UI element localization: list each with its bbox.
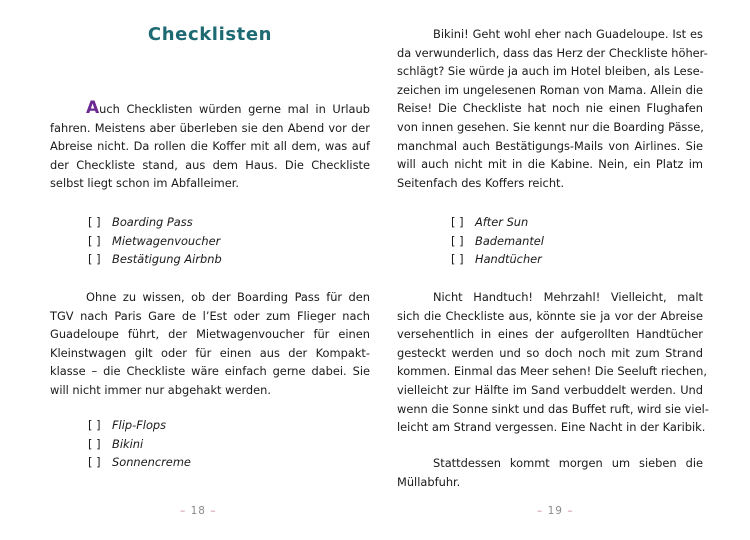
- checklist-2: [88, 416, 191, 472]
- paragraph-line: will nicht immer nur abgehakt werden.: [50, 382, 272, 397]
- drop-cap: A: [86, 98, 100, 118]
- left-page: [50, 0, 370, 540]
- paragraph-line: Stattdessen kommt morgen um sieben die: [433, 456, 703, 470]
- checklist-item-label: Bestätigung Airbnb: [112, 252, 222, 267]
- paragraph-line: der Checkliste stand, aus dem Haus. Die Checkliste: [50, 157, 370, 172]
- paragraph-line: versehentlich in eines der aufgerollten Handtücher: [397, 327, 703, 342]
- paragraph-line: vielleicht zur Hälfte im Sand verbuddelt werden. Und: [397, 382, 703, 397]
- paragraph-line: klasse – die Checkliste wäre einfach gerne dabei. Sie: [50, 364, 370, 379]
- checklist-item: [88, 232, 222, 251]
- checkbox-brackets: [ ]: [451, 252, 464, 267]
- checklist-item-label: Mietwagenvoucher: [112, 233, 221, 248]
- left-paragraph-1: [50, 100, 370, 193]
- paragraph-line: Reise! Die Checkliste hat noch nie einen Flughafen: [397, 101, 703, 116]
- page-number-dash: –: [537, 505, 544, 517]
- checklist-item: [88, 250, 222, 269]
- paragraph-line: TGV nach Paris Gare de l’Est oder zum Flieger nach: [50, 308, 370, 323]
- paragraph-line: Seitenfach des Koffers reicht.: [397, 175, 565, 190]
- checkbox-brackets: [ ]: [451, 233, 464, 248]
- paragraph-line: will auch nicht mit in die Kabine. Nein, ein Platz im: [397, 157, 703, 172]
- paragraph-line: wenn die Sonne sinkt und das Buffet ruft, wird sie viel-: [397, 401, 709, 416]
- checklist-item: [88, 435, 191, 454]
- page-number-dash: –: [210, 505, 217, 517]
- paragraph-line: da verwunderlich, dass das Herz der Checkliste höher-: [397, 45, 708, 60]
- paragraph-line: Kleinstwagen gilt oder für einen aus der Kompakt-: [50, 345, 370, 360]
- checklist-item: [451, 213, 544, 232]
- paragraph-line: Abreise nicht. Da rollen die Koffer mit all dem, was auf: [50, 139, 370, 154]
- paragraph-line: fahren. Meistens aber überleben sie den Abend vor der: [50, 120, 370, 135]
- checklist-item-label: Bademantel: [475, 233, 544, 248]
- page-title: Checklisten: [147, 24, 273, 45]
- checklist-item: [451, 250, 544, 269]
- checklist-item: [88, 213, 222, 232]
- right-paragraph-3: [397, 454, 703, 491]
- page-number-dash: –: [567, 505, 574, 517]
- right-paragraph-2: [397, 288, 709, 437]
- checkbox-brackets: [ ]: [88, 455, 101, 470]
- paragraph-line: Nicht Handtuch! Mehrzahl! Vielleicht, malt: [433, 290, 703, 304]
- paragraph-line: Müllabfuhr.: [397, 474, 461, 489]
- checkbox-brackets: [ ]: [88, 418, 101, 432]
- right-page: [397, 0, 709, 540]
- paragraph-line: Auch Checklisten würden gerne mal in Urlaub: [86, 98, 370, 118]
- left-paragraph-2: [50, 288, 370, 400]
- paragraph-line: Guadeloupe führt, der Mietwagenvoucher für einen: [50, 327, 370, 342]
- checklist-item-label: Handtücher: [475, 252, 542, 267]
- checkbox-brackets: [ ]: [88, 233, 101, 248]
- paragraph-line: von innen gesehen. Sie kennt nur die Boarding Pässe,: [397, 119, 704, 134]
- right-paragraph-1: [397, 25, 708, 192]
- checklist-item-label: Boarding Pass: [112, 215, 193, 229]
- checklist-item: [88, 416, 191, 435]
- paragraph-line: selbst liegt schon im Abfalleimer.: [50, 176, 239, 191]
- paragraph-line: manchmal auch Bestätigungs-Mails von Airlines. Sie: [397, 138, 703, 153]
- paragraph-line: leicht am Strand vergessen. Eine Nacht in der Karibik.: [397, 420, 706, 435]
- checklist-item: [88, 453, 191, 472]
- checkbox-brackets: [ ]: [88, 215, 101, 229]
- checklist-item: [451, 232, 544, 251]
- checklist-item-label: Bikini: [112, 436, 144, 451]
- checkbox-brackets: [ ]: [451, 215, 464, 229]
- checklist-item-label: Sonnencreme: [112, 455, 191, 470]
- paragraph-line: gesteckt werden und so doch noch mit zum Strand: [397, 345, 703, 360]
- page-number-dash: –: [180, 505, 187, 517]
- checklist-item-label: Flip-Flops: [112, 418, 167, 432]
- paragraph-line: schlägt? Sie würde ja auch im Hotel bleiben, als Lese-: [397, 64, 704, 79]
- paragraph-line: sich die Checkliste aus, könnte sie ja vor der Abreise: [397, 308, 703, 323]
- paragraph-line: Ohne zu wissen, ob der Boarding Pass für den: [86, 290, 370, 304]
- checklist-item-label: After Sun: [475, 215, 529, 229]
- paragraph-line: kommen. Einmal das Meer sehen! Die Seeluft riechen,: [397, 364, 708, 379]
- paragraph-line: zeichen im ungelesenen Roman von Mama. Allein die: [397, 82, 703, 97]
- page-number-left: – 18 –: [180, 505, 217, 517]
- checkbox-brackets: [ ]: [88, 252, 101, 267]
- page-number-right: – 19 –: [537, 505, 574, 517]
- checklist-1: [88, 213, 222, 269]
- checklist-3: [451, 213, 544, 269]
- checkbox-brackets: [ ]: [88, 436, 101, 451]
- paragraph-line: Bikini! Geht wohl eher nach Guadeloupe. Ist es: [433, 27, 703, 41]
